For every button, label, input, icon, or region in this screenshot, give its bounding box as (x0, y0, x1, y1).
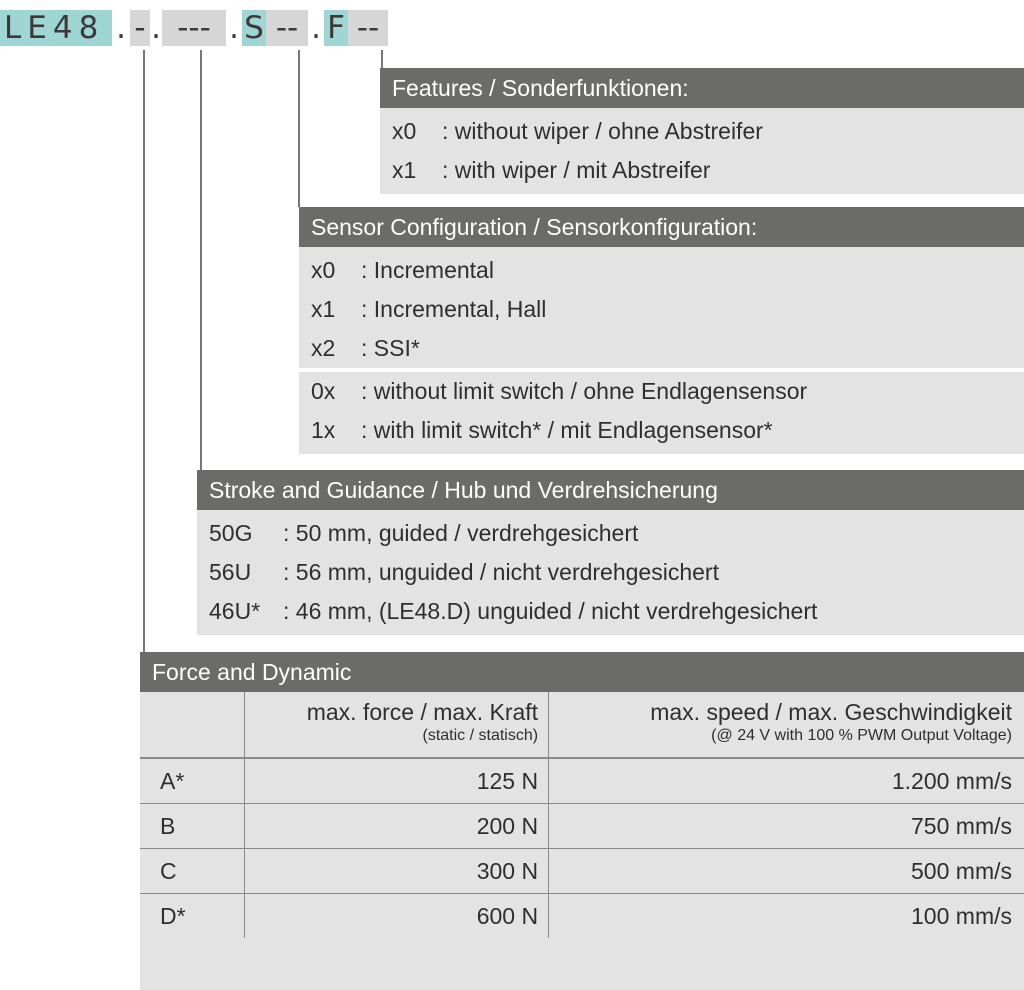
force-table (140, 692, 1024, 938)
list-item: 56U : 56 mm, unguided / nicht verdrehgesichert (209, 559, 719, 585)
code-stroke-placeholder: --- (162, 10, 226, 46)
list-item: 0x : without limit switch / ohne Endlagensensor (311, 378, 808, 404)
code-prefix: LE48 (0, 10, 112, 46)
code-dot: . (229, 10, 239, 46)
table-row: C 300 N 500 mm/s (140, 849, 1024, 894)
list-item: x0 : Incremental (311, 257, 494, 283)
list-item: x1 : with wiper / mit Abstreifer (392, 157, 711, 183)
table-row: A* 125 N 1.200 mm/s (140, 758, 1024, 804)
sensor-title: Sensor Configuration / Sensorkonfiguration: (299, 207, 1024, 247)
column-header-speed: max. speed / max. Geschwindigkeit (@ 24 V with 100 % PWM Output Voltage) (549, 692, 1024, 758)
features-panel (380, 68, 1024, 194)
stroke-title: Stroke and Guidance / Hub und Verdrehsicherung (197, 470, 1024, 510)
list-item: x0 : without wiper / ohne Abstreifer (392, 118, 763, 144)
list-item: x2 : SSI* (311, 335, 420, 361)
force-panel (140, 652, 1024, 990)
code-dot: . (116, 10, 126, 46)
part-number-code (0, 10, 388, 46)
code-dot: . (311, 10, 321, 46)
code-sensor-placeholder: -- (266, 10, 308, 46)
force-title: Force and Dynamic (140, 652, 1024, 692)
list-item: 1x : with limit switch* / mit Endlagensensor* (311, 417, 773, 443)
connector-stroke (200, 50, 202, 470)
connector-features (381, 50, 383, 68)
code-features-placeholder: -- (348, 10, 388, 46)
list-item: 46U* : 46 mm, (LE48.D) unguided / nicht verdrehgesichert (209, 598, 818, 624)
connector-force (143, 50, 145, 652)
table-row: B 200 N 750 mm/s (140, 804, 1024, 849)
code-f-letter: F (324, 10, 348, 46)
list-item: x1 : Incremental, Hall (311, 296, 547, 322)
features-title: Features / Sonderfunktionen: (380, 68, 1024, 108)
list-item: 50G : 50 mm, guided / verdrehgesichert (209, 520, 639, 546)
stroke-panel (197, 470, 1024, 635)
code-force-placeholder: - (130, 10, 150, 46)
code-dot: . (151, 10, 161, 46)
sensor-panel (299, 207, 1024, 454)
table-row: D* 600 N 100 mm/s (140, 894, 1024, 939)
code-s-letter: S (242, 10, 266, 46)
column-header-force: max. force / max. Kraft (static / statisch) (245, 692, 549, 758)
connector-sensor (298, 50, 300, 207)
